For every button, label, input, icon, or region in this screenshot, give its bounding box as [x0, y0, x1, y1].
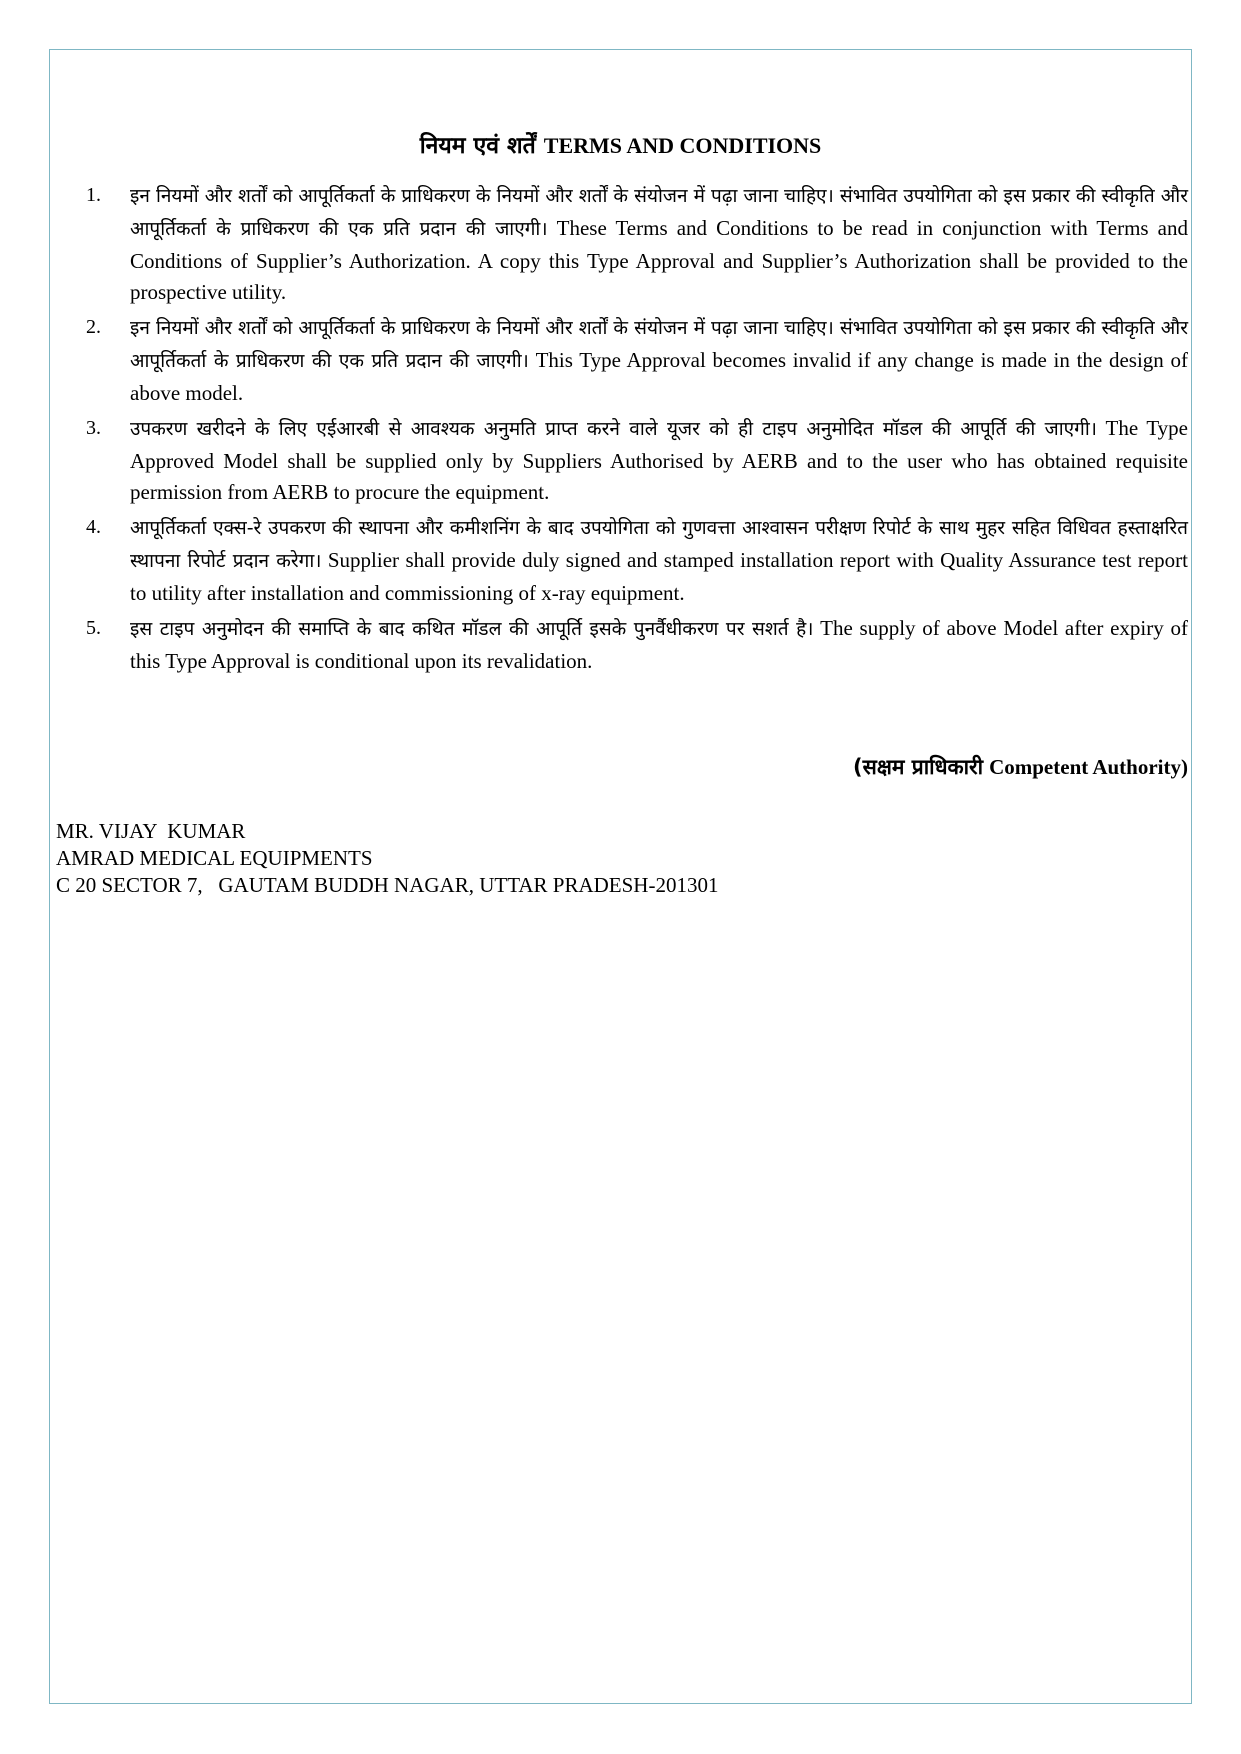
term-text-english: This Type Approval becomes invalid if any change is made in the design of above model. [130, 348, 1189, 405]
page-title [0, 128, 1241, 160]
address-line-location: C 20 SECTOR 7, GAUTAM BUDDH NAGAR, UTTAR PRADESH-201301 [56, 873, 719, 897]
term-text [130, 613, 1188, 677]
term-text-english: Supplier shall provide duly signed and stamped installation report with Quality Assurance test report to utility after installation and commissioning of x-ray equipment. [130, 548, 1189, 605]
term-text-english: The Type Approved Model shall be supplied only by Suppliers Authorised by AERB and to the user who has obtained requisite permission from AERB to procure the equipment. [130, 416, 1189, 504]
authority-english: Competent Authority) [989, 755, 1188, 779]
title-english: TERMS AND CONDITIONS [543, 133, 822, 158]
term-number: 2. [86, 316, 101, 338]
term-number: 1. [86, 184, 101, 206]
address-line-company: AMRAD MEDICAL EQUIPMENTS [56, 846, 373, 870]
term-item [86, 613, 1188, 677]
term-text-hindi: उपकरण खरीदने के लिए एईआरबी से आवश्यक अनुमति प्राप्त करने वाले यूजर को ही टाइप अनुमोदित मॉडल की आपूर्ति की जाएगी। [130, 418, 1097, 440]
signature-authority [853, 753, 1188, 781]
term-text-hindi: इन नियमों और शर्तों को आपूर्तिकर्ता के प्राधिकरण के नियमों और शर्तों के संयोजन में पढ़ा जाना चाहिए। संभावित उपयोगिता को इस प्रकार की स्वीकृति और आपूर्तिकर्ता के प्राधिकरण की एक प्रति प्रदान की जाएगी। [130, 317, 1188, 372]
term-number: 3. [86, 417, 101, 439]
address-line-name: MR. VIJAY KUMAR [56, 819, 246, 843]
term-text [130, 312, 1188, 409]
term-text-hindi: आपूर्तिकर्ता एक्स-रे उपकरण की स्थापना और कमीशनिंग के बाद उपयोगिता को गुणवत्ता आश्वासन परीक्षण रिपोर्ट के साथ मुहर सहित विधिवत हस्ताक्षरित स्थापना रिपोर्ट प्रदान करेगा। [130, 517, 1188, 572]
title-hindi: नियम एवं शर्तें [419, 133, 536, 159]
term-item [86, 180, 1188, 308]
term-text [130, 512, 1188, 609]
recipient-address [56, 818, 718, 899]
term-item [86, 512, 1188, 609]
terms-list [86, 180, 1188, 681]
term-text [130, 180, 1188, 308]
authority-hindi: (सक्षम प्राधिकारी [853, 755, 984, 779]
term-text-english: The supply of above Model after expiry of this Type Approval is conditional upon its revalidation. [130, 616, 1188, 673]
term-item [86, 413, 1188, 508]
term-text-hindi: इस टाइप अनुमोदन की समाप्ति के बाद कथित मॉडल की आपूर्ति इसके पुनर्वैधीकरण पर सशर्त है। [130, 618, 814, 640]
term-text-hindi: इन नियमों और शर्तों को आपूर्तिकर्ता के प्राधिकरण के नियमों और शर्तों के संयोजन में पढ़ा जाना चाहिए। संभावित उपयोगिता को इस प्रकार की स्वीकृति और आपूर्तिकर्ता के प्राधिकरण की एक प्रति प्रदान की जाएगी। [130, 185, 1188, 240]
term-text-english: These Terms and Conditions to be read in conjunction with Terms and Conditions of Supplier’s Authorization. A copy this Type Approval and Supplier’s Authorization shall be provided to the prospective utility. [130, 216, 1188, 304]
term-number: 5. [86, 617, 101, 639]
term-text [130, 413, 1188, 508]
term-item [86, 312, 1188, 409]
term-number: 4. [86, 516, 101, 538]
